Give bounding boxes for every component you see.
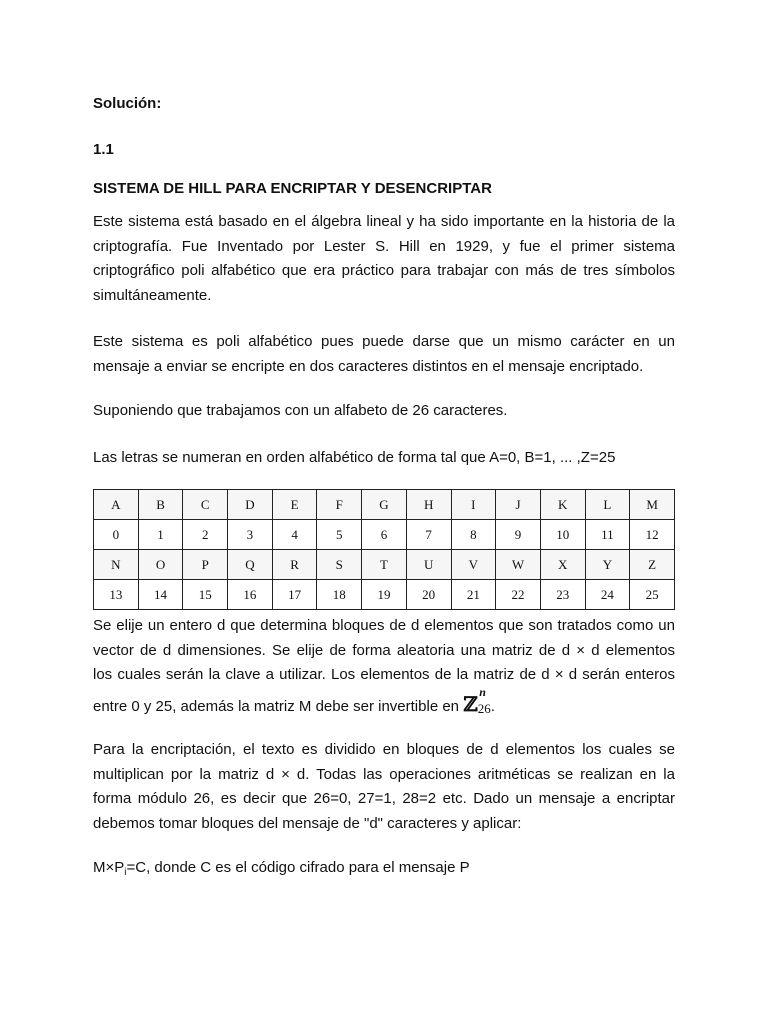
paragraph-bloques-line: Se elije un entero d que determina bloques de d elementos que son tratados como un [93, 617, 675, 634]
letter-cell: P [183, 550, 228, 580]
alphabet-table-row [94, 490, 675, 520]
number-cell: 16 [228, 580, 273, 610]
z-superscript: n [479, 685, 486, 699]
formula-suffix: =C, donde C es el código cifrado para el mensaje P [126, 859, 470, 876]
section-title: SISTEMA DE HILL PARA ENCRIPTAR Y DESENCRIPTAR [93, 180, 492, 197]
letter-cell: L [585, 490, 630, 520]
letter-cell: M [630, 490, 675, 520]
number-cell: 9 [496, 520, 541, 550]
letter-cell: G [362, 490, 407, 520]
paragraph-bloques-line: vector de d dimensiones. Se elije de forma aleatoria una matriz de d × d elementos [93, 641, 675, 659]
formula-line [93, 856, 675, 883]
invertible-text: entre 0 y 25, además la matriz M debe ser invertible en [93, 698, 460, 715]
number-cell: 21 [451, 580, 496, 610]
number-cell: 11 [585, 520, 630, 550]
alphabet-table [93, 489, 675, 610]
letter-cell: D [228, 490, 273, 520]
alphabet-table-row [94, 550, 675, 580]
letter-cell: K [540, 490, 585, 520]
number-cell: 18 [317, 580, 362, 610]
number-cell: 10 [540, 520, 585, 550]
letter-cell: H [406, 490, 451, 520]
number-cell: 15 [183, 580, 228, 610]
letter-cell: Z [630, 550, 675, 580]
number-cell: 19 [362, 580, 407, 610]
heading-solucion: Solución: [93, 95, 162, 112]
letter-cell: V [451, 550, 496, 580]
paragraph-numeracion: Las letras se numeran en orden alfabético de forma tal que A=0, B=1, ... ,Z=25 [93, 449, 616, 466]
alphabet-table-row [94, 580, 675, 610]
number-cell: 13 [94, 580, 139, 610]
number-cell: 23 [540, 580, 585, 610]
letter-cell: W [496, 550, 541, 580]
number-cell: 25 [630, 580, 675, 610]
paragraph-alfabeto: Suponiendo que trabajamos con un alfabeto de 26 caracteres. [93, 402, 508, 419]
number-cell: 6 [362, 520, 407, 550]
number-cell: 3 [228, 520, 273, 550]
paragraph-polialfabetico: Este sistema es poli alfabético pues puede darse que un mismo carácter en un mensaje a enviar se encripte en dos caracteres distintos en el mensaje encriptado. [93, 333, 675, 375]
number-cell: 12 [630, 520, 675, 550]
paragraph-intro: Este sistema está basado en el álgebra lineal y ha sido importante en la historia de la criptografía. Fue Inventado por Lester S. Hill en 1929, y fue el primer sistema criptográfico poli alfabético que era práctico para trabajar con más de tres símbolos simultáneamente. [93, 213, 675, 304]
letter-cell: J [496, 490, 541, 520]
number-cell: 14 [138, 580, 183, 610]
letter-cell: C [183, 490, 228, 520]
z-subscript: 26 [477, 701, 491, 716]
number-cell: 20 [406, 580, 451, 610]
number-cell: 5 [317, 520, 362, 550]
formula-prefix: M×P [93, 859, 125, 876]
number-cell: 0 [94, 520, 139, 550]
formula-subscript: i [124, 867, 127, 878]
number-cell: 17 [272, 580, 317, 610]
number-cell: 7 [406, 520, 451, 550]
letter-cell: Y [585, 550, 630, 580]
period: . [490, 698, 495, 715]
letter-cell: B [138, 490, 183, 520]
number-cell: 4 [272, 520, 317, 550]
number-cell: 8 [451, 520, 496, 550]
letter-cell: S [317, 550, 362, 580]
letter-cell: U [406, 550, 451, 580]
letter-cell: Q [228, 550, 273, 580]
paragraph-bloques [93, 614, 675, 688]
letter-cell: F [317, 490, 362, 520]
z-letter: ℤ [463, 692, 478, 716]
letter-cell: E [272, 490, 317, 520]
letter-cell: O [138, 550, 183, 580]
letter-cell: T [362, 550, 407, 580]
number-cell: 22 [496, 580, 541, 610]
number-cell: 2 [183, 520, 228, 550]
alphabet-table-row [94, 520, 675, 550]
number-cell: 24 [585, 580, 630, 610]
letter-cell: X [540, 550, 585, 580]
letter-cell: R [272, 550, 317, 580]
section-number: 1.1 [93, 141, 114, 158]
paragraph-bloques-line: los cuales serán la clave a utilizar. Los elementos de la matriz de d × d serán enteros [93, 666, 675, 683]
number-cell: 1 [138, 520, 183, 550]
letter-cell: N [94, 550, 139, 580]
letter-cell: I [451, 490, 496, 520]
paragraph-encriptacion: Para la encriptación, el texto es dividido en bloques de d elementos los cuales se multiplican por la matriz d × d. Todas las operaciones aritméticas se realizan en la forma módulo 26, es decir que 26=0, 27=1, 28=2 etc. Dado un mensaje a encriptar debemos tomar bloques del mensaje de "d" caracteres y aplicar: [93, 741, 675, 832]
paragraph-bloques-last-line [93, 685, 675, 720]
letter-cell: A [94, 490, 139, 520]
